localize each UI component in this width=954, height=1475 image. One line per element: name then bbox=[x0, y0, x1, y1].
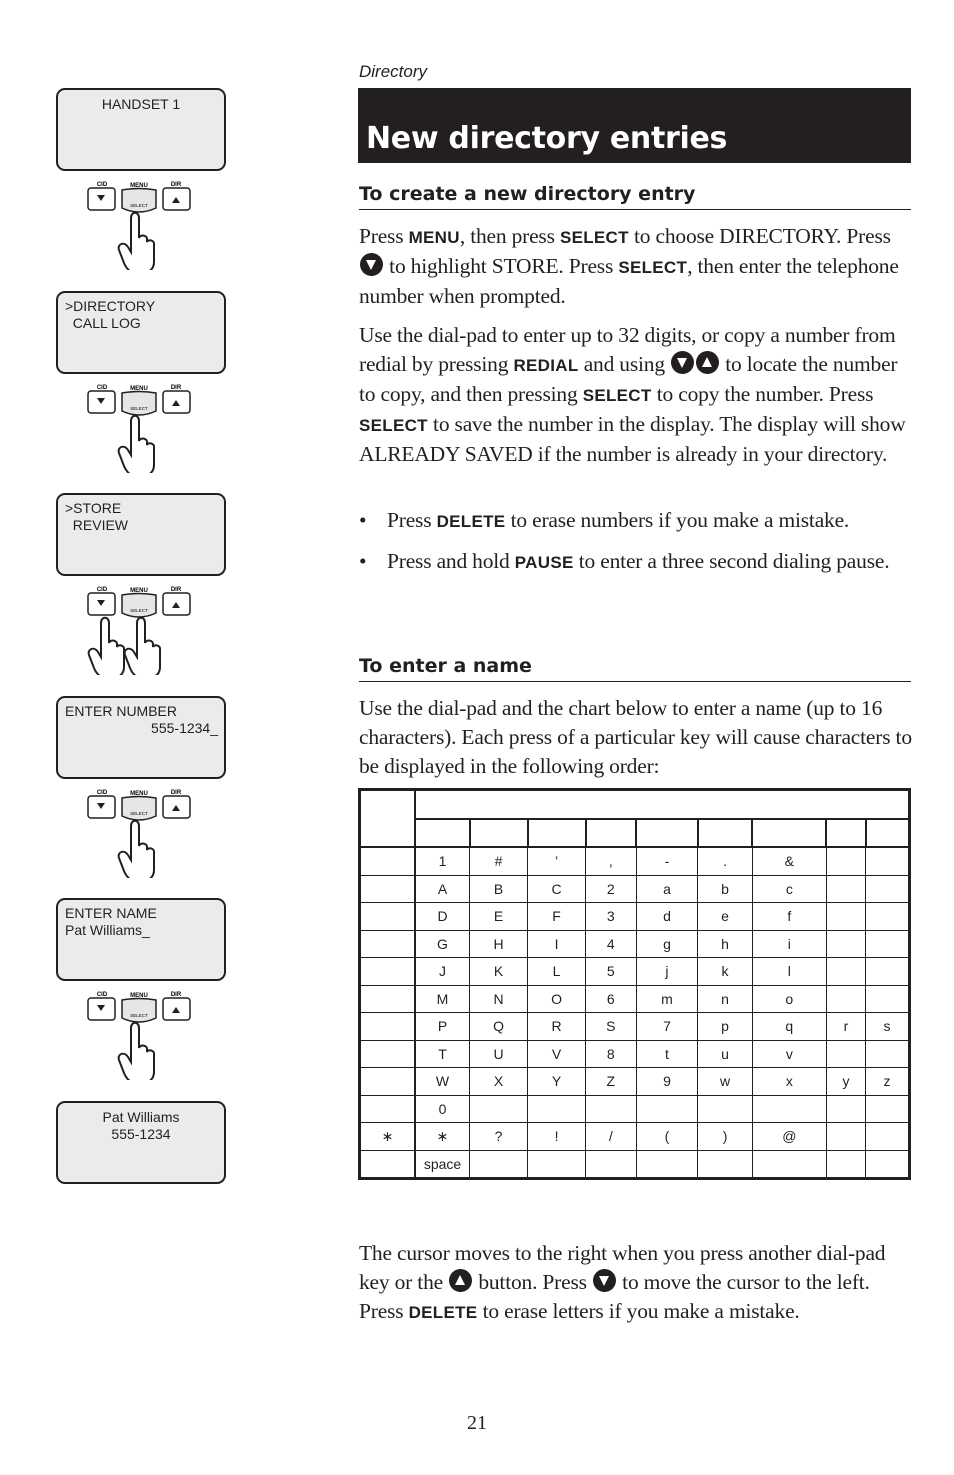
chart-char-cell bbox=[866, 1095, 910, 1123]
create-paragraph-2: Use the dial-pad to enter up to 32 digits, or copy a number from redial by pressing REDIAL and using to locate the number to copy, and then pressing SELECT to copy the number. Press SELECT to save the number in the display. The display will show ALREADY SAVED if the number is already in your directory. bbox=[359, 323, 906, 466]
chart-char-cell: i bbox=[752, 930, 826, 958]
chart-char-cell: W bbox=[415, 1068, 470, 1096]
chart-char-cell bbox=[826, 1123, 865, 1151]
cid-key bbox=[88, 587, 115, 615]
chart-char-cell bbox=[866, 930, 910, 958]
chart-char-cell bbox=[826, 1040, 865, 1068]
chart-char-cell: A bbox=[415, 875, 470, 903]
chart-row bbox=[360, 1013, 910, 1041]
chart-header-row bbox=[360, 790, 910, 819]
menu-select-key bbox=[122, 588, 156, 617]
enter-name-intro: Use the dial-pad and the chart below to enter a name (up to 16 characters). Each press of a particular key will cause characters to be displayed in the following order: bbox=[359, 696, 912, 778]
chart-header-cell bbox=[415, 819, 470, 848]
pointing-hand-icon bbox=[119, 416, 154, 473]
character-chart bbox=[358, 788, 911, 1180]
chart-char-cell bbox=[826, 985, 865, 1013]
menu-select-key bbox=[122, 183, 156, 212]
svg-text:DIR: DIR bbox=[170, 182, 182, 188]
chart-char-cell: ) bbox=[698, 1123, 752, 1151]
dir-key bbox=[163, 992, 190, 1020]
chart-char-cell bbox=[866, 958, 910, 986]
chart-char-cell: N bbox=[470, 985, 528, 1013]
chart-char-cell: ’ bbox=[528, 847, 586, 875]
chart-header-cell bbox=[415, 790, 910, 819]
chart-char-cell: # bbox=[470, 847, 528, 875]
bullet-dot: • bbox=[359, 549, 367, 573]
screen-line: REVIEW bbox=[65, 517, 129, 533]
chart-char-cell: V bbox=[528, 1040, 586, 1068]
chart-char-cell: 0 bbox=[415, 1095, 470, 1123]
svg-text:CID: CID bbox=[96, 587, 108, 593]
pause-key-label: PAUSE bbox=[514, 553, 574, 572]
chart-char-cell: I bbox=[528, 930, 586, 958]
page-title: New directory entries bbox=[366, 121, 728, 156]
enter-name-heading: To enter a name bbox=[359, 655, 911, 682]
chart-char-cell: ∗ bbox=[415, 1123, 470, 1151]
chart-header-cell bbox=[866, 819, 910, 848]
chart-char-cell: C bbox=[528, 875, 586, 903]
delete-key-label: DELETE bbox=[436, 512, 506, 531]
chart-char-cell: ! bbox=[528, 1123, 586, 1151]
svg-text:SELECT: SELECT bbox=[130, 406, 148, 411]
chart-char-cell: U bbox=[470, 1040, 528, 1068]
chart-key-cell bbox=[360, 985, 416, 1013]
pointing-hand-icon bbox=[119, 821, 154, 878]
section-label: Directory bbox=[359, 62, 428, 81]
chart-char-cell: Q bbox=[470, 1013, 528, 1041]
chart-char-cell bbox=[826, 903, 865, 931]
chart-char-cell: R bbox=[528, 1013, 586, 1041]
cid-key bbox=[88, 790, 115, 818]
chart-char-cell: h bbox=[698, 930, 752, 958]
select-key-label: SELECT bbox=[618, 258, 688, 277]
screen-line: ENTER NUMBER bbox=[65, 703, 178, 719]
chart-char-cell: v bbox=[752, 1040, 826, 1068]
svg-text:SELECT: SELECT bbox=[130, 203, 148, 208]
svg-text:SELECT: SELECT bbox=[130, 811, 148, 816]
screen-line: 555-1234 bbox=[111, 1126, 171, 1142]
svg-text:DIR: DIR bbox=[170, 385, 182, 391]
chart-header-cell bbox=[470, 819, 528, 848]
svg-text:MENU: MENU bbox=[130, 993, 148, 999]
chart-char-cell bbox=[826, 930, 865, 958]
create-paragraph-1: Press MENU, then press SELECT to choose DIRECTORY. Press to highlight STORE. Press SELECT, then enter the telephone number when prompted. bbox=[359, 224, 899, 308]
select-key-label: SELECT bbox=[582, 386, 652, 405]
chart-char-cell bbox=[866, 847, 910, 875]
chart-key-cell bbox=[360, 930, 416, 958]
select-key-label: SELECT bbox=[359, 416, 428, 435]
chart-char-cell: y bbox=[826, 1068, 865, 1096]
chart-char-cell: T bbox=[415, 1040, 470, 1068]
pointing-hand-icon bbox=[89, 618, 124, 675]
chart-char-cell bbox=[528, 1095, 586, 1123]
page-number: 21 bbox=[467, 1412, 487, 1434]
chart-char-cell bbox=[752, 1095, 826, 1123]
chart-char-cell: q bbox=[752, 1013, 826, 1041]
chart-char-cell: 5 bbox=[586, 958, 636, 986]
chart-char-cell: f bbox=[752, 903, 826, 931]
screen-line: >DIRECTORY bbox=[65, 298, 156, 314]
chart-key-cell bbox=[360, 1150, 416, 1179]
chart-char-cell: - bbox=[636, 847, 698, 875]
chart-char-cell: 8 bbox=[586, 1040, 636, 1068]
cid-key bbox=[88, 385, 115, 413]
chart-char-cell bbox=[826, 1095, 865, 1123]
chart-char-cell: Y bbox=[528, 1068, 586, 1096]
bullet-dot: • bbox=[359, 508, 367, 532]
svg-text:SELECT: SELECT bbox=[130, 608, 148, 613]
keypad-illustration-2 bbox=[84, 381, 194, 473]
chart-char-cell bbox=[826, 875, 865, 903]
chart-key-cell: ∗ bbox=[360, 1123, 416, 1151]
chart-char-cell bbox=[636, 1095, 698, 1123]
select-key-label: SELECT bbox=[559, 228, 629, 247]
chart-header-cell bbox=[360, 790, 416, 848]
dir-key bbox=[163, 385, 190, 413]
chart-char-cell: j bbox=[636, 958, 698, 986]
pointing-hand-icon bbox=[119, 1023, 154, 1080]
chart-char-cell: u bbox=[698, 1040, 752, 1068]
svg-text:CID: CID bbox=[96, 790, 108, 796]
chart-char-cell: 9 bbox=[636, 1068, 698, 1096]
chart-char-cell: X bbox=[470, 1068, 528, 1096]
chart-header-cell bbox=[752, 819, 826, 848]
svg-text:CID: CID bbox=[96, 385, 108, 391]
screen-line: HANDSET 1 bbox=[101, 96, 181, 112]
keypad-illustration-1 bbox=[84, 178, 194, 270]
chart-char-cell: . bbox=[698, 847, 752, 875]
chart-char-cell: / bbox=[586, 1123, 636, 1151]
chart-char-cell: x bbox=[752, 1068, 826, 1096]
chart-row bbox=[360, 847, 910, 875]
chart-header-cell bbox=[636, 819, 698, 848]
up-arrow-icon bbox=[696, 351, 719, 374]
chart-key-cell bbox=[360, 1068, 416, 1096]
chart-char-cell: 1 bbox=[415, 847, 470, 875]
chart-header-row bbox=[360, 819, 910, 848]
chart-char-cell: w bbox=[698, 1068, 752, 1096]
chart-key-cell bbox=[360, 958, 416, 986]
screen-line: CALL LOG bbox=[65, 315, 141, 331]
chart-char-cell: 3 bbox=[586, 903, 636, 931]
chart-char-cell: g bbox=[636, 930, 698, 958]
dir-key bbox=[163, 790, 190, 818]
chart-char-cell: t bbox=[636, 1040, 698, 1068]
chart-char-cell: K bbox=[470, 958, 528, 986]
cursor-paragraph: The cursor moves to the right when you press another dial-pad key or the button. Press to move the cursor to the left. Press DELETE to erase letters if you make a mistake. bbox=[359, 1241, 886, 1323]
create-entry-heading: To create a new directory entry bbox=[359, 183, 911, 210]
chart-key-cell bbox=[360, 903, 416, 931]
svg-text:MENU: MENU bbox=[130, 386, 148, 392]
screen-line: >STORE bbox=[65, 500, 122, 516]
redial-key-label: REDIAL bbox=[513, 356, 579, 375]
handset-screen-2 bbox=[56, 291, 226, 374]
chart-char-cell: ? bbox=[470, 1123, 528, 1151]
chart-char-cell bbox=[826, 847, 865, 875]
chart-char-cell: G bbox=[415, 930, 470, 958]
handset-screen-6 bbox=[56, 1101, 226, 1184]
svg-text:DIR: DIR bbox=[170, 992, 182, 998]
chart-key-cell bbox=[360, 1095, 416, 1123]
handset-screen-5 bbox=[56, 898, 226, 981]
keypad-illustration-5 bbox=[84, 988, 194, 1080]
chart-char-cell: P bbox=[415, 1013, 470, 1041]
down-arrow-icon bbox=[671, 351, 694, 374]
chart-char-cell: m bbox=[636, 985, 698, 1013]
chart-char-cell: L bbox=[528, 958, 586, 986]
chart-char-cell: l bbox=[752, 958, 826, 986]
handset-screen-3 bbox=[56, 493, 226, 576]
chart-char-cell bbox=[866, 875, 910, 903]
chart-key-cell bbox=[360, 875, 416, 903]
chart-char-cell: 7 bbox=[636, 1013, 698, 1041]
chart-char-cell: n bbox=[698, 985, 752, 1013]
chart-char-cell: H bbox=[470, 930, 528, 958]
chart-header-cell bbox=[586, 819, 636, 848]
menu-select-key bbox=[122, 993, 156, 1022]
chart-row bbox=[360, 1123, 910, 1151]
chart-char-cell: M bbox=[415, 985, 470, 1013]
chart-key-cell bbox=[360, 847, 416, 875]
chart-char-cell: S bbox=[586, 1013, 636, 1041]
chart-char-cell: & bbox=[752, 847, 826, 875]
chart-char-cell bbox=[866, 1040, 910, 1068]
chart-char-cell: ( bbox=[636, 1123, 698, 1151]
svg-text:DIR: DIR bbox=[170, 790, 182, 796]
menu-key-label: MENU bbox=[408, 228, 460, 247]
chart-char-cell: J bbox=[415, 958, 470, 986]
handset-screen-1 bbox=[56, 88, 226, 171]
chart-char-cell: 4 bbox=[586, 930, 636, 958]
chart-char-cell bbox=[698, 1095, 752, 1123]
chart-char-cell: d bbox=[636, 903, 698, 931]
screen-line: ENTER NAME bbox=[65, 905, 157, 921]
chart-char-cell bbox=[826, 1150, 865, 1179]
chart-char-cell: E bbox=[470, 903, 528, 931]
chart-char-cell: b bbox=[698, 875, 752, 903]
chart-char-cell: , bbox=[586, 847, 636, 875]
chart-header-cell bbox=[826, 819, 865, 848]
screen-line: Pat Williams_ bbox=[65, 922, 150, 938]
chart-char-cell: 6 bbox=[586, 985, 636, 1013]
chart-row bbox=[360, 958, 910, 986]
chart-char-cell: O bbox=[528, 985, 586, 1013]
delete-key-label: DELETE bbox=[408, 1303, 478, 1322]
pointing-hand-icon bbox=[119, 213, 154, 270]
bullet-delete: • Press DELETE to erase numbers if you make a mistake. bbox=[359, 506, 915, 536]
bullet-pause: • Press and hold PAUSE to enter a three second dialing pause. bbox=[359, 547, 915, 577]
chart-char-cell: space bbox=[415, 1150, 470, 1179]
chart-row bbox=[360, 875, 910, 903]
chart-char-cell bbox=[866, 1123, 910, 1151]
chart-char-cell bbox=[586, 1150, 636, 1179]
chart-char-cell bbox=[866, 903, 910, 931]
chart-char-cell: a bbox=[636, 875, 698, 903]
cid-key bbox=[88, 182, 115, 210]
chart-char-cell: e bbox=[698, 903, 752, 931]
svg-text:DIR: DIR bbox=[170, 587, 182, 593]
chart-key-cell bbox=[360, 1013, 416, 1041]
chart-char-cell bbox=[866, 1150, 910, 1179]
chart-char-cell bbox=[866, 985, 910, 1013]
chart-row bbox=[360, 1068, 910, 1096]
chart-char-cell: p bbox=[698, 1013, 752, 1041]
chart-char-cell: z bbox=[866, 1068, 910, 1096]
chart-char-cell bbox=[528, 1150, 586, 1179]
chart-char-cell: r bbox=[826, 1013, 865, 1041]
up-arrow-icon bbox=[449, 1269, 472, 1292]
chart-key-cell bbox=[360, 1040, 416, 1068]
svg-text:SELECT: SELECT bbox=[130, 1013, 148, 1018]
svg-text:CID: CID bbox=[96, 182, 108, 188]
screen-line: Pat Williams bbox=[102, 1109, 180, 1125]
chart-char-cell: D bbox=[415, 903, 470, 931]
chart-char-cell bbox=[470, 1095, 528, 1123]
chart-char-cell bbox=[586, 1095, 636, 1123]
down-arrow-icon bbox=[360, 253, 383, 276]
chart-char-cell bbox=[826, 958, 865, 986]
chart-char-cell: B bbox=[470, 875, 528, 903]
chart-row bbox=[360, 1040, 910, 1068]
chart-row bbox=[360, 1095, 910, 1123]
chart-header-cell bbox=[528, 819, 586, 848]
menu-select-key bbox=[122, 386, 156, 415]
chart-row bbox=[360, 1150, 910, 1179]
pointing-hand-icon bbox=[125, 618, 160, 675]
chart-row bbox=[360, 930, 910, 958]
menu-select-key bbox=[122, 791, 156, 820]
chart-char-cell bbox=[636, 1150, 698, 1179]
handset-screen-4 bbox=[56, 696, 226, 779]
dir-key bbox=[163, 587, 190, 615]
chart-char-cell: k bbox=[698, 958, 752, 986]
svg-text:MENU: MENU bbox=[130, 183, 148, 189]
chart-row bbox=[360, 985, 910, 1013]
screen-line: 555-1234_ bbox=[151, 720, 218, 736]
chart-char-cell: o bbox=[752, 985, 826, 1013]
chart-row bbox=[360, 903, 910, 931]
keypad-illustration-3 bbox=[84, 583, 194, 675]
svg-text:MENU: MENU bbox=[130, 588, 148, 594]
title-bar bbox=[358, 88, 911, 163]
cid-key bbox=[88, 992, 115, 1020]
chart-char-cell bbox=[752, 1150, 826, 1179]
down-arrow-icon bbox=[593, 1269, 616, 1292]
chart-header-cell bbox=[698, 819, 752, 848]
chart-char-cell bbox=[698, 1150, 752, 1179]
chart-char-cell: 2 bbox=[586, 875, 636, 903]
chart-char-cell: c bbox=[752, 875, 826, 903]
chart-char-cell bbox=[470, 1150, 528, 1179]
chart-char-cell: Z bbox=[586, 1068, 636, 1096]
keypad-illustration-4 bbox=[84, 786, 194, 878]
svg-text:MENU: MENU bbox=[130, 791, 148, 797]
dir-key bbox=[163, 182, 190, 210]
chart-char-cell: s bbox=[866, 1013, 910, 1041]
chart-char-cell: @ bbox=[752, 1123, 826, 1151]
svg-text:CID: CID bbox=[96, 992, 108, 998]
chart-char-cell: F bbox=[528, 903, 586, 931]
